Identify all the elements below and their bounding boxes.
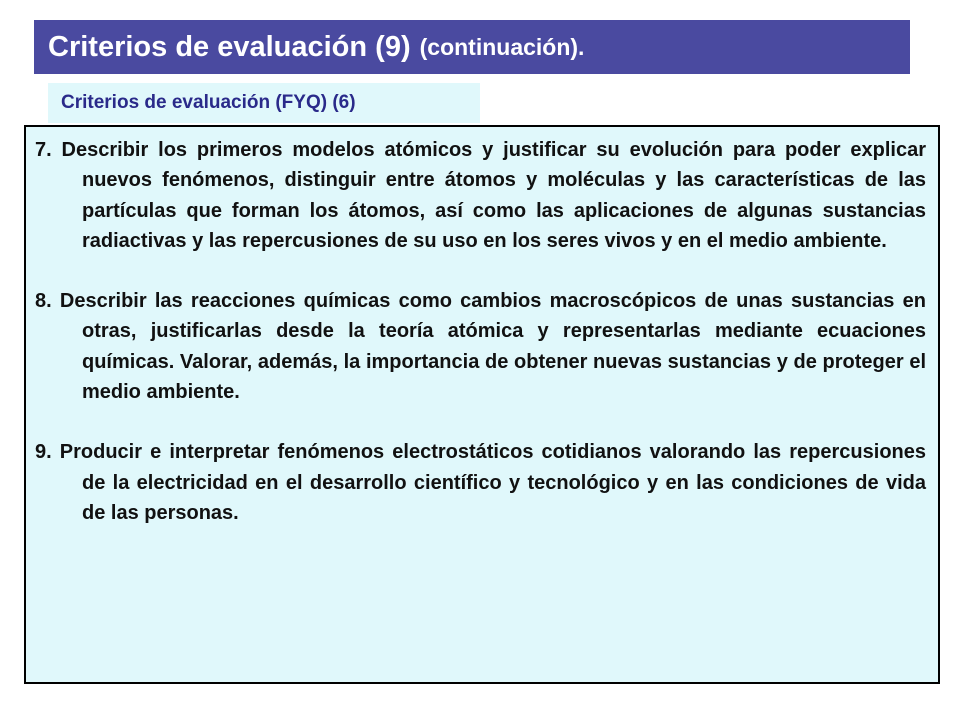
- section-subtitle: Criterios de evaluación (FYQ) (6): [61, 92, 356, 113]
- criterion-7: 7. Describir los primeros modelos atómicos y justificar su evolución para poder explicar nuevos fenómenos, distinguir entre átomos y moléculas y las características de las partículas que forman los átomos, así como las aplicaciones de algunas sustancias radiactivas y las repercusiones de su uso en los seres vivos y en el medio ambiente.: [35, 139, 926, 252]
- criterion-9: 9. Producir e interpretar fenómenos electrostáticos cotidianos valorando las repercusiones de la electricidad en el desarrollo científico y tecnológico y en las condiciones de vida de las personas.: [35, 441, 926, 524]
- slide-title-bar: [34, 20, 910, 74]
- slide-title: Criterios de evaluación (9): [48, 30, 411, 63]
- slide-title-suffix: (continuación).: [419, 33, 585, 60]
- criteria-text-box: [24, 125, 940, 684]
- section-subtitle-box: [48, 83, 480, 123]
- criterion-8: 8. Describir las reacciones químicas como cambios macroscópicos de unas sustancias en otras, justificarlas desde la teoría atómica y representarlas mediante ecuaciones químicas. Valorar, además, la importancia de obtener nuevas sustancias y de proteger el medio ambiente.: [35, 290, 926, 404]
